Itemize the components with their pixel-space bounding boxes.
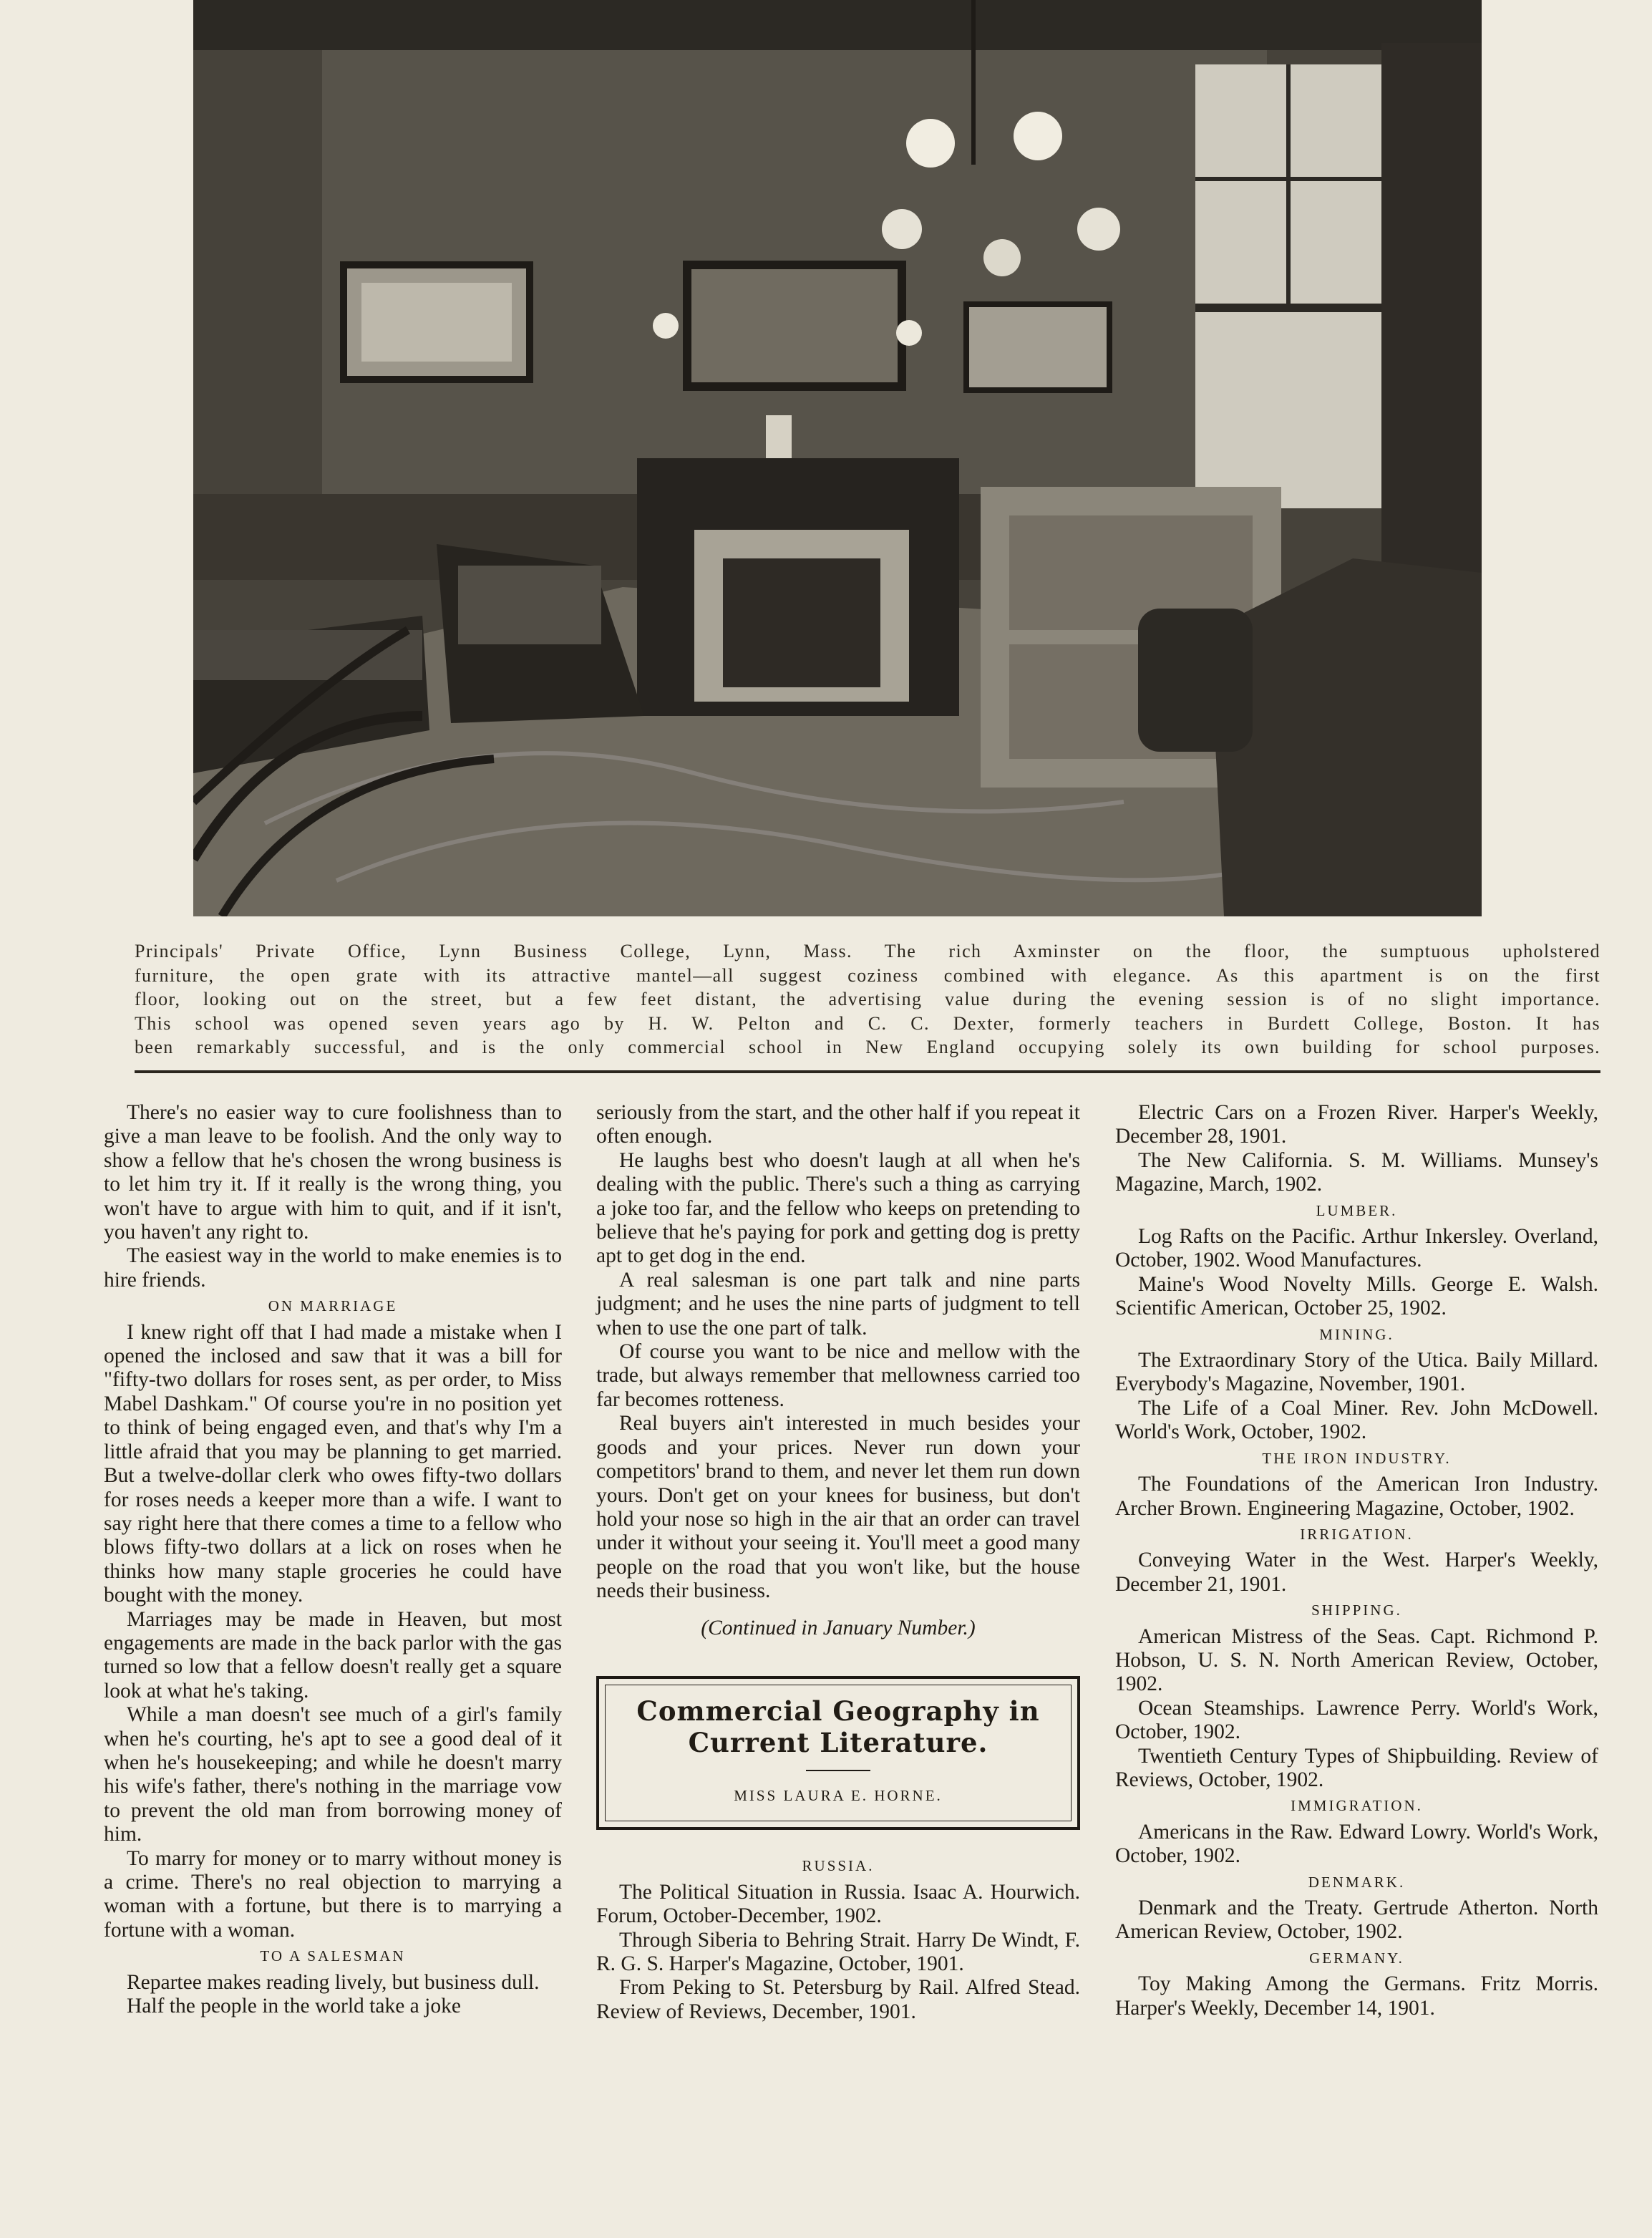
paragraph: There's no easier way to cure foolishness than to give a man leave to be foolish. And the only way to show a fellow that he's chosen the wrong business is to let him try it. If it really is the wrong thing, you won't have to argue with him to quit, and if it isn't, you haven't any right to. (104, 1101, 562, 1244)
office-photograph (193, 0, 1482, 916)
paragraph: While a man doesn't see much of a girl's family when he's courting, he's apt to see a good deal of it when he's housekeeping; and while he doesn't marry his wife's father, there's nothing in the marriage vow to prevent the old man from borrowing money of him. (104, 1703, 562, 1846)
column-left (104, 1101, 562, 2018)
article-title-box (596, 1676, 1080, 1830)
caption-line: been remarkably successful, and is the only commercial school in New England occupying solely its own building for school purposes. (135, 1037, 1600, 1057)
reference-entry: The New California. S. M. Williams. Munsey's Magazine, March, 1902. (1115, 1148, 1598, 1196)
reference-entry: Twentieth Century Types of Shipbuilding. Review of Reviews, October, 1902. (1115, 1744, 1598, 1791)
reference-entry: The Extraordinary Story of the Utica. Baily Millard. Everybody's Magazine, November, 1901. (1115, 1349, 1598, 1396)
paragraph: A real salesman is one part talk and nine parts judgment; and he uses the nine parts of judgment to tell when to use the one part of talk. (596, 1268, 1080, 1340)
section-heading-to-a-salesman: TO A SALESMAN (260, 1947, 406, 1965)
section-heading-mining: MINING. (1319, 1325, 1394, 1343)
reference-entry: From Peking to St. Petersburg by Rail. Alfred Stead. Review of Reviews, December, 1901. (596, 1976, 1080, 2023)
paragraph: Half the people in the world take a joke (127, 1995, 461, 2018)
caption-line: This school was opened seven years ago by H. W. Pelton and C. C. Dexter, formerly teachers in Burdett College, Boston. It has (135, 1012, 1600, 1034)
section-heading-russia: RUSSIA. (802, 1857, 875, 1875)
paragraph: I knew right off that I had made a mistake when I opened the inclosed and saw that it was a bill for "fifty-two dollars for roses sent, as per order, to Miss Mabel Dashkam." Of course you're in no position yet to think of being engaged even, and that's why I'm a little afraid that you may be planning to get married. But a twelve-dollar clerk who owes fifty-two dollars for roses needs a keeper more than a wife. I want to say right here that there comes a time to a fellow who blows fifty-two dollars at a lick on roses when he thinks how many staple groceries he could have bought with the money. (104, 1320, 562, 1607)
caption-line: furniture, the open grate with its attractive mantel—all suggest coziness combined with elegance. As this apartment is on the first (135, 964, 1600, 986)
paragraph: seriously from the start, and the other half if you repeat it often enough. (596, 1101, 1080, 1148)
paragraph: To marry for money or to marry without money is a crime. There's no real objection to marrying a woman with a fortune, but there is to marrying a fortune with a woman. (104, 1846, 562, 1942)
article-author: MISS LAURA E. HORNE. (734, 1786, 943, 1804)
reference-entry: Log Rafts on the Pacific. Arthur Inkersley. Overland, October, 1902. Wood Manufactures. (1115, 1225, 1598, 1272)
caption-line: floor, looking out on the street, but a few feet distant, the advertising value during the evening session is of no slight importance. (135, 989, 1600, 1009)
paragraph: He laughs best who doesn't laugh at all when he's dealing with the public. There's such a thing as carrying a joke too far, and the fellow who keeps on pretending to believe that he's paying for pork and getting dog is pretty apt to get dog in the end. (596, 1148, 1080, 1268)
section-heading-immigration: IMMIGRATION. (1291, 1797, 1423, 1815)
section-heading-germany: GERMANY. (1309, 1949, 1404, 1967)
column-right (1115, 1101, 1598, 2020)
reference-entry: Americans in the Raw. Edward Lowry. World's Work, October, 1902. (1115, 1820, 1598, 1868)
title-separator (806, 1770, 870, 1771)
section-heading-irrigation: IRRIGATION. (1300, 1525, 1414, 1543)
section-heading-denmark: DENMARK. (1308, 1873, 1406, 1891)
reference-entry: The Political Situation in Russia. Isaac A. Hourwich. Forum, October-December, 1902. (596, 1880, 1080, 1928)
reference-entry: Ocean Steamships. Lawrence Perry. World's Work, October, 1902. (1115, 1696, 1598, 1744)
paragraph: Marriages may be made in Heaven, but most engagements are made in the back parlor with the gas turned so low that a fellow doesn't really get a square look at what he's taking. (104, 1607, 562, 1702)
reference-entry: The Foundations of the American Iron Industry. Archer Brown. Engineering Magazine, October, 1902. (1115, 1473, 1598, 1520)
caption-line: Principals' Private Office, Lynn Business College, Lynn, Mass. The rich Axminster on the floor, the sumptuous upholstered (135, 941, 1600, 961)
reference-entry: Denmark and the Treaty. Gertrude Atherton. North American Review, October, 1902. (1115, 1897, 1598, 1944)
column-middle (596, 1101, 1080, 2024)
section-heading-lumber: LUMBER. (1316, 1201, 1398, 1219)
paragraph: Of course you want to be nice and mellow with the trade, but always remember that mellowness carried too far becomes rotteness. (596, 1340, 1080, 1411)
photo-caption (135, 939, 1600, 1060)
article-title-line: Commercial Geography in (636, 1695, 1040, 1727)
reference-entry: Maine's Wood Novelty Mills. George E. Walsh. Scientific American, October 25, 1902. (1115, 1272, 1598, 1320)
reference-entry: Toy Making Among the Germans. Fritz Morris. Harper's Weekly, December 14, 1901. (1115, 1972, 1598, 2020)
continued-note: (Continued in January Number.) (701, 1616, 976, 1639)
reference-entry: Electric Cars on a Frozen River. Harper's Weekly, December 28, 1901. (1115, 1101, 1598, 1148)
reference-entry: Through Siberia to Behring Strait. Harry De Windt, F. R. G. S. Harper's Magazine, October, 1901. (596, 1928, 1080, 1975)
caption-rule (135, 1070, 1600, 1073)
office-interior-illustration (193, 0, 1482, 916)
section-heading-on-marriage: ON MARRIAGE (268, 1297, 398, 1315)
section-heading-iron-industry: THE IRON INDUSTRY. (1262, 1449, 1452, 1467)
reference-entry: American Mistress of the Seas. Capt. Richmond P. Hobson, U. S. N. North American Review, October, 1902. (1115, 1624, 1598, 1696)
paragraph: The easiest way in the world to make enemies is to hire friends. (104, 1244, 562, 1292)
reference-entry: The Life of a Coal Miner. Rev. John McDowell. World's Work, October, 1902. (1115, 1396, 1598, 1444)
article-title-line: Current Literature. (688, 1726, 988, 1758)
section-heading-shipping: SHIPPING. (1311, 1602, 1402, 1619)
paragraph: Repartee makes reading lively, but business dull. (127, 1970, 540, 1994)
reference-entry: Conveying Water in the West. Harper's Weekly, December 21, 1901. (1115, 1549, 1598, 1596)
paragraph: Real buyers ain't interested in much besides your goods and your prices. Never run down your competitors' brand to them, and never let them run down yours. Don't get on your knees for business, but don't hold your nose so high in the air that an order can travel under it without your seeing it. You'll meet a good many people on the road that you won't like, but the house needs their business. (596, 1412, 1080, 1603)
